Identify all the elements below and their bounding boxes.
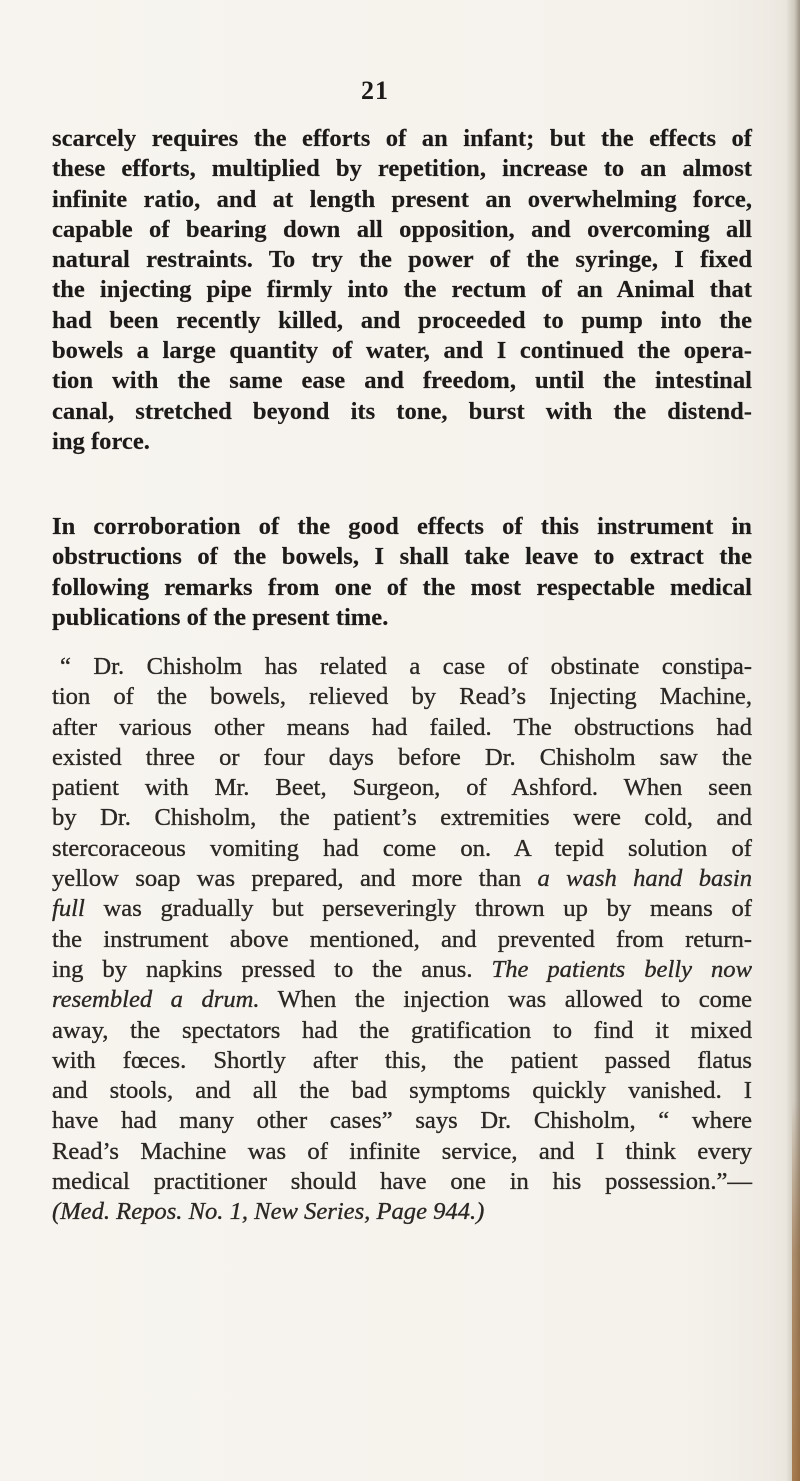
text-line: “ Dr. Chisholm has related a case of obstinate constipa- (60, 653, 752, 680)
text-line: scarcely requires the efforts of an infant; but the effects of (52, 125, 752, 152)
text-run: When the injection was allowed to come (259, 986, 752, 1014)
text-line (52, 894, 752, 924)
text-line (52, 864, 752, 894)
text-line: these efforts, multiplied by repetition, increase to an almost (52, 155, 752, 183)
text-line: after various other means had failed. The obstructions had (52, 713, 752, 741)
text-line: infinite ratio, and at length present an overwhelming force, (52, 185, 752, 213)
italic-phrase: a wash hand basin (537, 865, 752, 893)
text-line (52, 955, 752, 985)
text-line: the injecting pipe firmly into the rectum of an Animal that (52, 276, 752, 304)
text-line: by Dr. Chisholm, the patient’s extremities were cold, and (52, 804, 752, 832)
text-line: capable of bearing down all opposition, and overcoming all (52, 215, 752, 243)
text-run: ing by napkins pressed to the anus. (52, 955, 492, 983)
text-line: bowels a large quantity of water, and I continued the opera- (52, 337, 752, 365)
text-line (52, 985, 752, 1015)
text-line: In corroboration of the good effects of this instrument in (52, 513, 752, 540)
citation: (Med. Repos. No. 1, New Series, Page 944.) (52, 1198, 485, 1226)
text-line: with fœces. Shortly after this, the patient passed flatus (52, 1046, 752, 1074)
paragraph-corroboration (52, 512, 752, 633)
text-run: yellow soap was prepared, and more than (52, 865, 538, 893)
text-line: and stools, and all the bad symptoms quickly vanished. I (52, 1077, 752, 1105)
page-edge-stain (792, 1100, 800, 1481)
text-line: obstructions of the bowels, I shall take leave to extract the (52, 543, 752, 571)
citation-line (52, 1197, 752, 1227)
text-line: medical practitioner should have one in his possession.”— (52, 1168, 752, 1196)
text-line: existed three or four days before Dr. Chisholm saw the (52, 743, 752, 771)
paragraph-chisholm-quotation (52, 652, 752, 1228)
text-line: publications of the present time. (52, 603, 389, 631)
paragraph-syringe-experiment (52, 124, 752, 457)
text-line: stercoraceous vomiting had come on. A tepid solution of (52, 834, 752, 862)
text-run: was gradually but perseveringly thrown up by means of (84, 895, 752, 923)
text-line: patient with Mr. Beet, Surgeon, of Ashford. When seen (52, 774, 752, 802)
italic-phrase: resembled a drum. (52, 986, 260, 1014)
italic-phrase: The patients belly now (491, 955, 752, 983)
text-line: canal, stretched beyond its tone, burst with the distend- (52, 397, 752, 425)
text-line: ing force. (52, 427, 150, 455)
text-line: had been recently killed, and proceeded to pump into the (52, 306, 752, 334)
text-line: following remarks from one of the most respectable medical (52, 573, 752, 601)
text-line: have had many other cases” says Dr. Chisholm, “ where (52, 1107, 752, 1135)
text-line: tion of the bowels, relieved by Read’s Injecting Machine, (52, 683, 752, 711)
text-line: Read’s Machine was of infinite service, and I think every (52, 1137, 752, 1165)
italic-phrase: full (52, 895, 85, 923)
text-line: tion with the same ease and freedom, until the intestinal (52, 367, 752, 395)
text-line: natural restraints. To try the power of the syringe, I fixed (52, 246, 752, 274)
text-line: the instrument above mentioned, and prevented from return- (52, 925, 752, 953)
text-line: away, the spectators had the gratification to find it mixed (52, 1016, 752, 1044)
page-number: 21 (361, 76, 389, 105)
